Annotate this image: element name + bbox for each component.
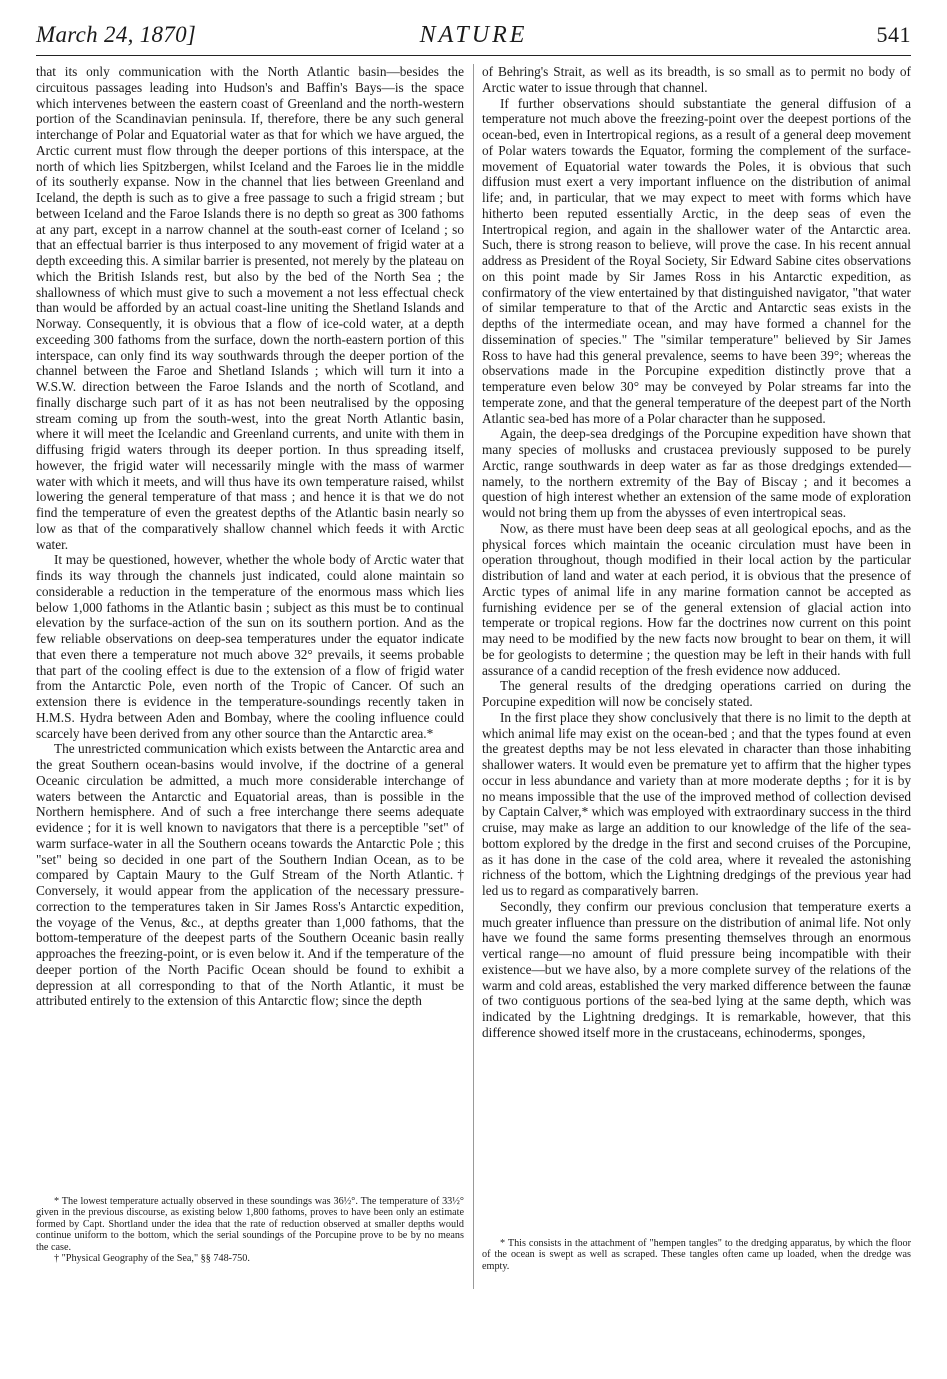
right-footnotes bbox=[482, 1238, 911, 1272]
left-footnotes bbox=[36, 1196, 464, 1264]
journal-title: NATURE bbox=[419, 22, 528, 48]
paragraph: that its only communication with the North Atlantic basin—besides the circuitous passages leading into Hudson's and Baffin's Bays—is the space which intervenes between the eastern coast of Greenland and the north-western portion of the Scandinavian peninsula. If, therefore, there be any such general interchange of Polar and Equatorial water as that for which we have argued, the Arctic current must flow through the deeper portions of this interspace, at the north of which lies Spitzbergen, whilst Iceland and the Faroes lie in the middle of its southerly expanse. Now in the channel that lies between Greenland and Iceland, the depth is such as to give a free passage to such a frigid stream ; but between Iceland and the Faroe Islands there is no depth so great as 300 fathoms at any part, except in a narrow channel at the south-east corner of Iceland ; so that an effectual barrier is thus interposed to any movement of frigid water at a depth exceeding this. A similar barrier is presented, not merely by the plateau on which the British Islands rest, but also by the bed of the North Sea ; the shallowness of which must give to such a movement a not less effectual check than would be afforded by an actual coast-line uniting the Shetland Islands and Norway. Consequently, it is obvious that a flow of ice-cold water, at a depth exceeding 300 fathoms from the surface, down the north-eastern portion of this interspace, can only find its way southwards through the deeper portion of the channel between the Faroe and Shetland Islands ; which will turn it into a W.S.W. direction between the Faroe Islands and the north of Scotland, and finally discharge such part of it as has not been neutralised by the opposing stream coming up from the south-west, into the great North Atlantic basin, where it will meet the Icelandic and Greenland currents, and unite with them in diffusing frigid waters through its deeper portion. In thus spreading itself, however, the frigid water will necessarily mingle with the mass of warmer water with which it meets, and will thus have its own temperature raised, whilst lowering the general temperature of that mass ; and hence it is that we do not find the temperature of even the greatest depths of the Atlantic basin nearly so low as that of the comparatively shallow channel which feeds it with Arctic water. bbox=[36, 64, 464, 552]
header-rule bbox=[36, 55, 911, 56]
paragraph: Again, the deep-sea dredgings of the Porcupine expedition have shown that many species of mollusks and crustacea previously supposed to be purely Arctic, range southwards in deep water as far as those dredgings extended—namely, to the northern extremity of the Bay of Biscay ; and it becomes a question of high interest whether an extension of the same mode of exploration would not bring them up from the abysses of even intertropical seas. bbox=[482, 426, 911, 520]
paragraph: Secondly, they confirm our previous conclusion that temperature exerts a much greater influence than pressure on the distribution of animal life. Not only have we found the same forms presenting themselves through an enormous vertical range—no amount of fluid pressure being incompatible with their existence—but we have also, by a more complete survey of the relations of the warm and cold areas, established the very marked difference between the faunæ of two contiguous portions of the sea-bed lying at the same depth, which was indicated by the Lightning dredgings. It is remarkable, however, that this difference showed itself more in the crustaceans, echinoderms, sponges, bbox=[482, 898, 911, 1040]
footnote: † "Physical Geography of the Sea," §§ 748-750. bbox=[54, 1253, 250, 1265]
paragraph: The unrestricted communication which exists between the Antarctic area and the great Southern ocean-basins would involve, if the doctrine of a general Oceanic circulation be admitted, a much more considerable interchange of waters between the Antarctic and Equatorial areas, than is possible in the Northern hemisphere. And of such a free interchange there seems adequate evidence ; for it is well known to navigators that there is a perceptible "set" of warm surface-water in all the Southern oceans towards the Antarctic Pole ; this "set" being so decided in one part of the Southern Indian Ocean, as to be compared by Captain Maury to the Gulf Stream of the North Atlantic.† Conversely, it would appear from the application of the necessary pressure-correction to the temperatures taken in Sir James Ross's Antarctic expedition, the voyage of the Venus, &c., at depths greater than 1,000 fathoms, that the bottom-temperature of the deepest parts of the Southern Oceanic basin really approaches the freezing-point, or is even below it. And if the temperature of the deeper portion of the North Pacific Ocean should be found to exhibit a depression at all corresponding to that of the North Atlantic, it must be attributed entirely to the extension of this Antarctic flow; since the depth bbox=[36, 741, 464, 1009]
paragraph: If further observations should substantiate the general diffusion of a temperature not much above the freezing-point over the deepest portions of the ocean-bed, even in Intertropical regions, as a result of a general deep movement of Polar waters towards the Equator, forming the complement of the surface-movement of Equatorial water towards the Poles, it is obvious that such diffusion must exert a very important influence on the distribution of animal life; and, in particular, that we may expect to meet with forms which have hitherto been reputed essentially Arctic, in the deep seas of even the Intertropical region, and again in the shallower water of the Antarctic area. Such, there is strong reason to believe, will prove the case. In his recent annual address as President of the Royal Society, Sir Edward Sabine cites observations on this point made by Sir James Ross in his Antarctic expedition, as confirmatory of the view entertained by that distinguished navigator, "that water of similar temperature to that of the Arctic and Antarctic seas exists in the depths of the intermediate ocean, and may have formed a channel for the dissemination of species." The "similar temperature" believed by Sir James Ross to have had this general prevalence, seems to have been 39°; whereas the observations made in the Porcupine expedition distinctly prove that a temperature even below 30° may be conveyed by Polar streams far into the temperate zone, and that the general temperature of the deepest part of the North Atlantic sea-bed has more of a Polar character than he supposed. bbox=[482, 95, 911, 426]
left-column bbox=[36, 64, 464, 1009]
paragraph: of Behring's Strait, as well as its breadth, is so small as to permit no body of Arctic water to issue through that channel. bbox=[482, 64, 911, 95]
footnote: * The lowest temperature actually observed in these soundings was 36½°. The temperature of 33½° given in the previous discourse, as existing below 1,800 fathoms, proves to have been only an estimate formed by Capt. Shortland under the idea that the rate of reduction observed at smaller depths would continue uniform to the bottom, which the serial soundings of the Porcupine prove to be by no means the case. bbox=[36, 1196, 464, 1253]
paragraph: In the first place they show conclusively that there is no limit to the depth at which animal life may exist on the ocean-bed ; and that the types found at even the greatest depths may be not less elevated in character than those inhabiting shallower waters. It would even be premature yet to affirm that the higher types occur in less abundance and variety than at more moderate depths ; for it is by no means impossible that the use of the improved method of collection devised by Captain Calver,* which was employed with extraordinary success in the third cruise, may make as large an addition to our knowledge of the life of the sea-bottom explored by the dredge in the first and second cruises of the Porcupine, as it has done in the case of the cold area, where it revealed the astonishing richness of the bottom, which the Lightning dredgings of the previous year had led us to regard as comparatively barren. bbox=[482, 709, 911, 898]
page-number: 541 bbox=[876, 22, 911, 47]
paragraph: The general results of the dredging operations carried on during the Porcupine expedition will now be concisely stated. bbox=[482, 678, 911, 709]
column-divider bbox=[473, 64, 474, 1289]
page-header bbox=[36, 22, 911, 52]
issue-date: March 24, 1870] bbox=[36, 22, 197, 47]
paragraph: It may be questioned, however, whether the whole body of Arctic water that finds its way through the channels just indicated, could alone maintain so considerable a reduction in the temperature of the enormous mass which lies below 1,000 fathoms in the Atlantic basin ; subject as this must be to continual elevation by the surface-action of the sun on its southern portion. And as the few reliable observations on deep-sea temperatures under the equator indicate that even there a temperature not much above 32° prevails, it seems probable that part of the cooling effect is due to the extension of a flow of frigid water from the Antarctic Pole, even north of the Tropic of Cancer. Of such an extension there is evidence in the temperature-soundings recently taken in H.M.S. Hydra between Aden and Bombay, where the cooling influence could scarcely have been derived from any other source than the Antarctic area.* bbox=[36, 552, 464, 741]
paragraph: Now, as there must have been deep seas at all geological epochs, and as the physical forces which maintain the oceanic circulation must have been in operation throughout, though modified in their local action by the particular distribution of land and water at each period, it is obvious that the presence of Arctic types of animal life in any marine formation cannot be accepted as furnishing evidence per se of the general extension of glacial action into temperate or tropical regions. How far the doctrines now current on this point may need to be modified by the new facts now brought to bear on them, it will be for geologists to determine ; the question may be left in their hands with full assurance of a candid reception of the fresh evidence now adduced. bbox=[482, 520, 911, 678]
footnote: * This consists in the attachment of "hempen tangles" to the dredging apparatus, by which the floor of the ocean is swept as well as scraped. These tangles often came up loaded, when the dredge was empty. bbox=[482, 1238, 911, 1272]
right-column bbox=[482, 64, 911, 1041]
